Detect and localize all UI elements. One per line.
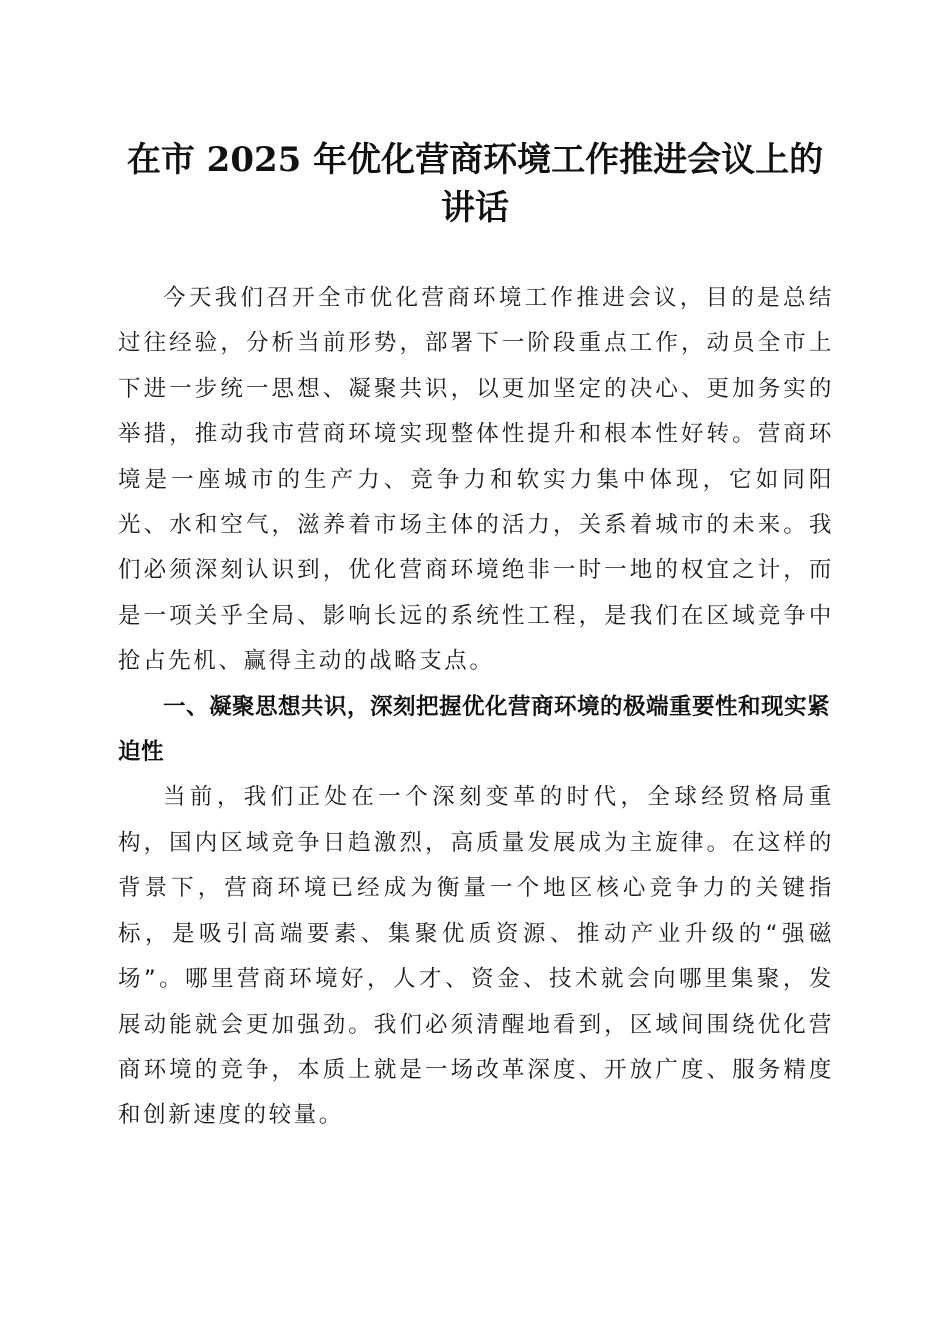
document-title: [110, 136, 840, 232]
section-1-paragraph: 当前，我们正处在一个深刻变革的时代，全球经贸格局重构，国内区域竞争日趋激烈，高质量发展成为主旋律。在这样的背景下，营商环境已经成为衡量一个地区核心竞争力的关键指标，是吸引高端要素、集聚优质资源、推动产业升级的“强磁场”。哪里营商环境好，人才、资金、技术就会向哪里集聚，发展动能就会更加强劲。我们必须清醒地看到，区域间围绕优化营商环境的竞争，本质上就是一场改革深度、开放广度、服务精度和创新速度的较量。: [118, 784, 834, 1129]
intro-paragraph: 今天我们召开全市优化营商环境工作推进会议，目的是总结过往经验，分析当前形势，部署下一阶段重点工作，动员全市上下进一步统一思想、凝聚共识，以更加坚定的决心、更加务实的举措，推动我市营商环境实现整体性提升和根本性好转。营商环境是一座城市的生产力、竞争力和软实力集中体现，它如同阳光、水和空气，滋养着市场主体的活力，关系着城市的未来。我们必须深刻认识到，优化营商环境绝非一时一地的权宜之计，而是一项关乎全局、影响长远的系统性工程，是我们在区域竞争中抢占先机、赢得主动的战略支点。: [118, 285, 834, 675]
document-body: [118, 276, 834, 1139]
title-line-1: 在市 2025 年优化营商环境工作推进会议上的: [126, 140, 824, 180]
title-line-2: 讲话: [441, 188, 509, 228]
section-heading-1: 一、凝聚思想共识，深刻把握优化营商环境的极端重要性和现实紧迫性: [118, 693, 831, 766]
